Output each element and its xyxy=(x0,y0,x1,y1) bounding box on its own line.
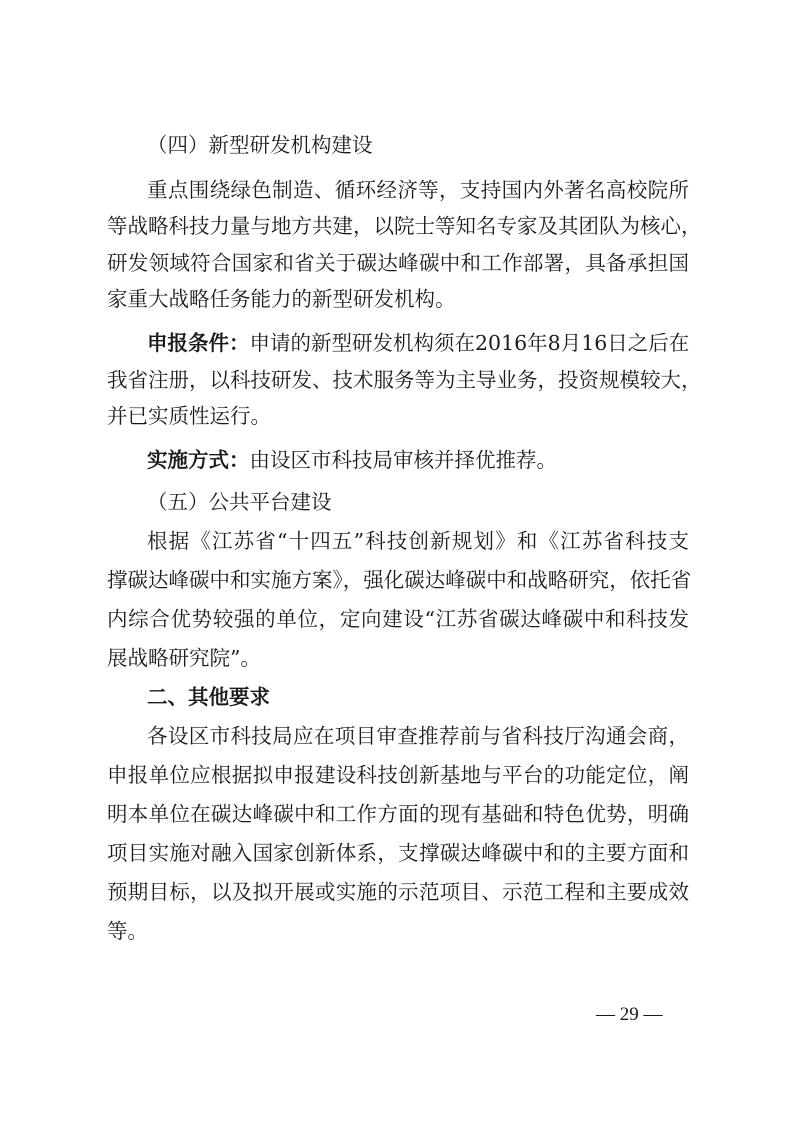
section-5-body-line: 撑碳达峰碳中和实施方案》，强化碳达峰碳中和战略研究，依托省 xyxy=(107,568,692,592)
conditions-text: 申请的新型研发机构须在2016年8月16日之后在 xyxy=(249,331,690,355)
section-5-body-line: 展战略研究院”。 xyxy=(107,646,261,670)
section-4-heading: （四）新型研发机构建设 xyxy=(147,133,373,157)
section-5-body-line: 根据《江苏省“十四五”科技创新规划》和《江苏省科技支 xyxy=(147,529,689,553)
section-4-body-line: 家重大战略任务能力的新型研发机构。 xyxy=(107,287,456,311)
part-2-body-line: 各设区市科技局应在项目审查推荐前与省科技厅沟通会商， xyxy=(147,724,689,748)
conditions-line: 并已实质性运行。 xyxy=(107,404,271,428)
section-4-body-line: 等战略科技力量与地方共建，以院士等知名专家及其团队为核心， xyxy=(107,214,702,238)
method-text: 由设区市科技局审核并择优推荐。 xyxy=(249,448,557,472)
method-label: 实施方式： xyxy=(147,448,250,472)
part-2-body-line: 项目实施对融入国家创新体系，支撑碳达峰碳中和的主要方面和 xyxy=(107,841,689,865)
part-2-body-line: 预期目标，以及拟开展或实施的示范项目、示范工程和主要成效 xyxy=(107,880,689,904)
conditions-paragraph xyxy=(147,329,689,357)
page-number: — 29 — xyxy=(596,1004,663,1025)
part-2-body-line: 申报单位应根据拟申报建设科技创新基地与平台的功能定位，阐 xyxy=(107,763,689,787)
section-5-heading: （五）公共平台建设 xyxy=(147,490,332,514)
conditions-line: 我省注册，以科技研发、技术服务等为主导业务，投资规模较大， xyxy=(107,368,702,392)
section-5-body-line: 内综合优势较强的单位，定向建设“江苏省碳达峰碳中和科技发 xyxy=(107,607,689,631)
section-4-body-line: 重点围绕绿色制造、循环经济等，支持国内外著名高校院所 xyxy=(147,178,689,202)
part-2-body-line: 明本单位在碳达峰碳中和工作方面的现有基础和特色优势，明确 xyxy=(107,802,689,826)
conditions-label: 申报条件： xyxy=(147,331,250,355)
part-2-heading: 二、其他要求 xyxy=(147,685,270,709)
method-paragraph xyxy=(147,446,557,474)
section-4-body-line: 研发领域符合国家和省关于碳达峰碳中和工作部署，具备承担国 xyxy=(107,251,689,275)
part-2-body-line: 等。 xyxy=(107,919,148,943)
